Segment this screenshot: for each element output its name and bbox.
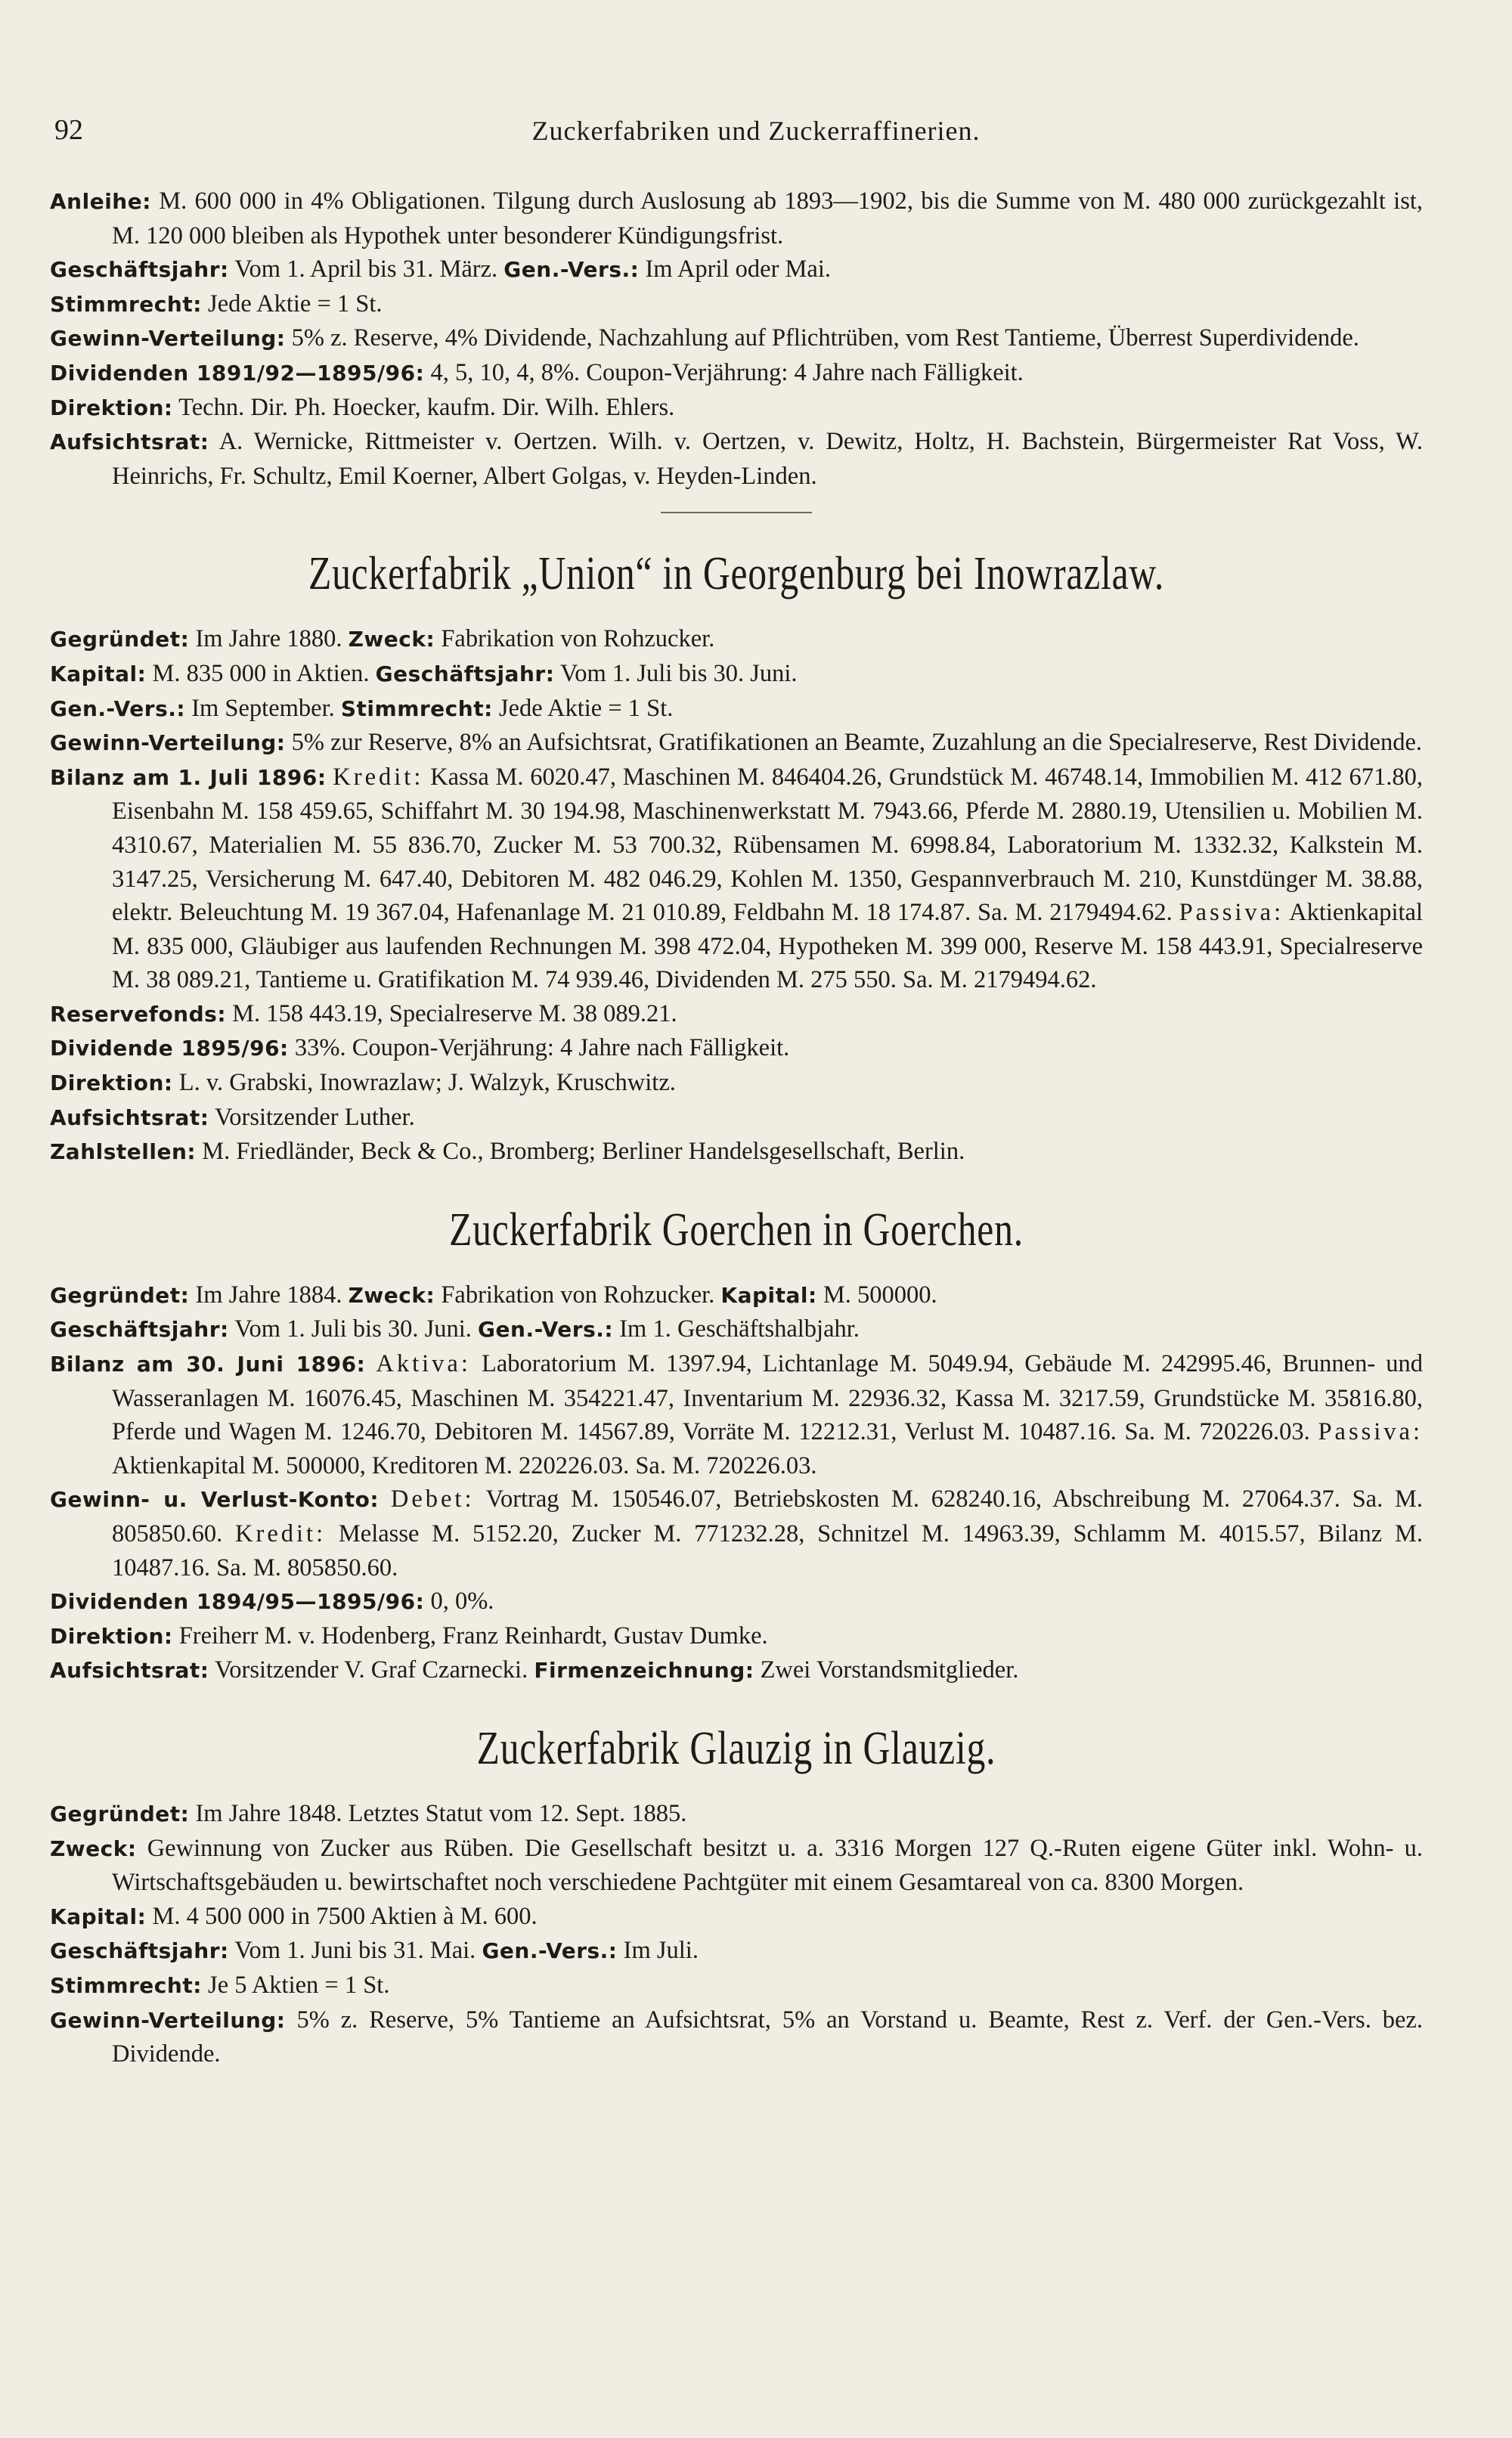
entry-label: Gen.-Vers.: <box>478 1317 614 1343</box>
entry-aufsichtsrat <box>50 425 1423 493</box>
entry-text: Vom 1. Juli bis 30. Juni. <box>234 1315 472 1343</box>
entry-label: Zweck: <box>348 627 435 652</box>
entry-label: Geschäftsjahr: <box>50 1938 229 1964</box>
entry-text: Fabrikation von Rohzucker. <box>441 625 715 653</box>
entry-label: Gewinn- u. Verlust-Konto: <box>50 1487 380 1513</box>
entry-label: Kapital: <box>720 1282 817 1308</box>
entry-label: Stimmrecht: <box>50 1972 202 1998</box>
entry-text: Vom 1. Juni bis 31. Mai. <box>234 1937 476 1965</box>
section-heading-union: Zuckerfabrik „Union“ in Georgenburg bei Inowrazlaw. <box>308 548 1165 600</box>
entry-sublabel: Debet: <box>390 1485 475 1513</box>
entry-text: Jede Aktie = 1 St. <box>208 290 383 318</box>
entry-sublabel: Passiva: <box>1318 1418 1423 1446</box>
entry-text: Vom 1. Juli bis 30. Juni. <box>559 659 798 687</box>
entry-text: M. 600 000 in 4% Obligationen. Tilgung durch Auslosung ab 1893—1902, bis die Summe von M. 480 000 zurückgezahlt ist, M. 120 000 bleiben als Hypothek unter besonderer Kündigungsfrist. <box>112 187 1423 249</box>
entry-bilanz <box>50 1347 1423 1482</box>
entry-kapital <box>50 657 1423 692</box>
entry-aufsichtsrat <box>50 1653 1423 1688</box>
entry-text: Vorsitzender Luther. <box>214 1103 415 1131</box>
entry-text: Aktienkapital M. 835 000, Gläubiger aus laufenden Rechnungen M. 398 472.04, Hypotheken M. 399 000, Reserve M. 158 443.91, Specialreserve M. 38 089.21, Tantieme u. Gratifikation M. 74 939.46, Dividenden M. 275 550. Sa. M. 2179494.62. <box>112 899 1423 994</box>
entry-sublabel: Passiva: <box>1179 899 1284 927</box>
entry-label: Kapital: <box>50 1904 147 1929</box>
entry-sublabel: Aktiva: <box>376 1350 471 1378</box>
entry-label: Gen.-Vers.: <box>503 257 640 283</box>
entry-label: Dividende 1895/96: <box>50 1036 289 1061</box>
entry-label: Geschäftsjahr: <box>375 661 555 686</box>
entry-label: Reservefonds: <box>50 1001 227 1027</box>
entry-text: Melasse M. 5152.20, Zucker M. 771232.28, Schnitzel M. 14963.39, Schlamm M. 4015.57, Bilanz M. 10487.16. Sa. M. 805850.60. <box>112 1520 1424 1581</box>
entry-label: Firmenzeichnung: <box>534 1658 754 1684</box>
entry-text: L. v. Grabski, Inowrazlaw; J. Walzyk, Kruschwitz. <box>178 1069 676 1097</box>
entry-text: A. Wernicke, Rittmeister v. Oertzen. Wilh. v. Oertzen, v. Dewitz, Holtz, H. Bachstein, Bürgermeister Rat Voss, W. Heinrichs, Fr. Schultz, Emil Koerner, Albert Golgas, v. Heyden-Linden. <box>112 428 1423 490</box>
entry-kapital <box>50 1900 1423 1935</box>
entry-gegruendet <box>50 622 1423 657</box>
entry-text: Im September. <box>191 694 335 722</box>
entry-text: Vortrag M. 150546.07, Betriebskosten M. 628240.16, Abschreibung M. 27064.37. Sa. M. 805850.60. <box>112 1485 1423 1547</box>
entry-label: Gegründet: <box>50 627 190 652</box>
entry-label: Kapital: <box>50 661 147 686</box>
entry-text: Vom 1. April bis 31. März. <box>234 256 498 283</box>
entry-label: Aufsichtsrat: <box>50 1104 209 1130</box>
entry-label: Gen.-Vers.: <box>50 695 186 721</box>
entry-label: Direktion: <box>50 1623 173 1649</box>
page-content <box>50 184 1423 2071</box>
entry-label: Dividenden 1891/92—1895/96: <box>50 360 425 386</box>
entry-label: Gen.-Vers.: <box>482 1938 618 1964</box>
entry-text: 5% zur Reserve, 8% an Aufsichtsrat, Gratifikationen an Beamte, Zuzahlung an die Specialreserve, Rest Dividende. <box>291 729 1423 757</box>
entry-aufsichtsrat <box>50 1101 1423 1135</box>
entry-text: 4, 5, 10, 4, 8%. Coupon-Verjährung: 4 Jahre nach Fälligkeit. <box>430 358 1024 386</box>
entry-geschaeftsjahr <box>50 1312 1423 1347</box>
entry-text: M. 158 443.19, Specialreserve M. 38 089.21. <box>232 999 677 1027</box>
entry-zweck <box>50 1832 1423 1900</box>
entry-gegruendet <box>50 1278 1423 1313</box>
entry-text: Im April oder Mai. <box>645 256 831 283</box>
entry-label: Gewinn-Verteilung: <box>50 2007 286 2033</box>
entry-label: Direktion: <box>50 395 173 420</box>
entry-dividenden <box>50 1585 1423 1619</box>
entry-text: Im Jahre 1884. <box>195 1281 342 1309</box>
entry-label: Geschäftsjahr: <box>50 257 229 283</box>
entry-label: Gewinn-Verteilung: <box>50 730 286 756</box>
entry-text: M. 4 500 000 in 7500 Aktien à M. 600. <box>152 1902 538 1930</box>
entry-label: Aufsichtsrat: <box>50 1658 209 1684</box>
entry-reservefonds <box>50 997 1423 1032</box>
entry-direktion <box>50 1619 1423 1654</box>
entry-text: Im 1. Geschäftshalbjahr. <box>619 1315 860 1343</box>
entry-anleihe <box>50 184 1423 252</box>
entry-label: Stimmrecht: <box>50 291 202 317</box>
entry-gewinn-verteilung <box>50 321 1423 356</box>
entry-text: Techn. Dir. Ph. Hoecker, kaufm. Dir. Wilh. Ehlers. <box>178 393 675 421</box>
entry-gewinn-verteilung <box>50 2003 1423 2071</box>
entry-label: Bilanz am 1. Juli 1896: <box>50 764 327 790</box>
entry-dividenden <box>50 356 1423 391</box>
entry-stimmrecht <box>50 287 1423 322</box>
entry-text: Aktienkapital M. 500000, Kreditoren M. 220226.03. Sa. M. 720226.03. <box>112 1451 817 1479</box>
entry-label: Zweck: <box>348 1282 435 1308</box>
entry-gegruendet <box>50 1797 1423 1832</box>
entry-text: Gewinnung von Zucker aus Rüben. Die Gesellschaft besitzt u. a. 3316 Morgen 127 Q.-Ruten eigene Güter inkl. Wohn- u. Wirtschaftsgebäuden u. bewirtschaftet noch verschiedene Pachtgüter mit einem Gesamtareal von ca. 8300 Morgen. <box>112 1834 1423 1897</box>
entry-text: Jede Aktie = 1 St. <box>498 694 674 722</box>
entry-text: M. Friedländer, Beck & Co., Bromberg; Berliner Handelsgesellschaft, Berlin. <box>202 1138 965 1166</box>
entry-text: Kassa M. 6020.47, Maschinen M. 846404.26, Grundstück M. 46748.14, Immobilien M. 412 671.80, Eisenbahn M. 158 459.65, Schiffahrt M. 30 194.98, Maschinenwerkstatt M. 7943.66, Pferde M. 2880.19, Utensilien u. Mobilien M. 4310.67, Materialien M. 55 836.70, Zucker M. 53 700.32, Rübensamen M. 6998.84, Laboratorium M. 1332.32, Kalkstein M. 3147.25, Versicherung M. 647.40, Debitoren M. 482 046.29, Kohlen M. 1350, Gespannverbrauch M. 210, Kunstdünger M. 38.88, elektr. Beleuchtung M. 19 367.04, Hafenanlage M. 21 010.89, Feldbahn M. 18 174.87. Sa. M. 2179494.62. <box>112 763 1424 927</box>
entry-label: Gegründet: <box>50 1282 190 1308</box>
entry-sublabel: Kredit: <box>235 1520 327 1547</box>
running-head: Zuckerfabriken und Zuckerraffinerien. <box>531 116 981 146</box>
entry-geschaeftsjahr <box>50 252 1423 287</box>
entry-label: Aufsichtsrat: <box>50 429 209 455</box>
entry-label: Dividenden 1894/95—1895/96: <box>50 1589 425 1615</box>
entry-dividende <box>50 1031 1423 1066</box>
entry-text: Fabrikation von Rohzucker. <box>441 1281 715 1309</box>
entry-gewinn-verteilung <box>50 726 1423 761</box>
entry-geschaeftsjahr <box>50 1934 1423 1969</box>
entry-text: 5% z. Reserve, 5% Tantieme an Aufsichtsrat, 5% an Vorstand u. Beamte, Rest z. Verf. der Gen.-Vers. bez. Dividende. <box>112 2006 1423 2068</box>
entry-sublabel: Kredit: <box>333 763 424 791</box>
entry-label: Gewinn-Verteilung: <box>50 326 286 352</box>
entry-label: Anleihe: <box>50 189 151 214</box>
entry-gewinn-verlust-konto <box>50 1482 1423 1585</box>
entry-label: Stimmrecht: <box>340 695 493 721</box>
section-heading-goerchen: Zuckerfabrik Goerchen in Goerchen. <box>449 1204 1024 1256</box>
entry-direktion <box>50 1066 1423 1101</box>
section-separator <box>661 512 812 513</box>
entry-bilanz <box>50 761 1423 997</box>
entry-text: Je 5 Aktien = 1 St. <box>208 1971 390 1999</box>
page-number: 92 <box>54 114 83 146</box>
entry-label: Zweck: <box>50 1835 137 1861</box>
entry-stimmrecht <box>50 1969 1423 2003</box>
section-heading-glauzig: Zuckerfabrik Glauzig in Glauzig. <box>476 1722 996 1774</box>
entry-text: Im Jahre 1880. <box>195 625 342 653</box>
entry-label: Zahlstellen: <box>50 1139 197 1165</box>
entry-zahlstellen <box>50 1135 1423 1169</box>
entry-text: Im Jahre 1848. Letztes Statut vom 12. Sept. 1885. <box>195 1799 687 1827</box>
entry-text: Vorsitzender V. Graf Czarnecki. <box>214 1656 528 1684</box>
entry-label: Bilanz am 30. Juni 1896: <box>50 1352 366 1377</box>
entry-text: Laboratorium M. 1397.94, Lichtanlage M. 5049.94, Gebäude M. 242995.46, Brunnen- und Wasseranlagen M. 16076.45, Maschinen M. 354221.47, Inventarium M. 22936.32, Kassa M. 3217.59, Grundstücke M. 35816.80, Pferde und Wagen M. 1246.70, Debitoren M. 14567.89, Vorräte M. 12212.31, Verlust M. 10487.16. Sa. M. 720226.03. <box>112 1350 1424 1446</box>
entry-label: Direktion: <box>50 1070 173 1096</box>
entry-text: Freiherr M. v. Hodenberg, Franz Reinhardt, Gustav Dumke. <box>178 1622 768 1650</box>
entry-direktion <box>50 391 1423 426</box>
entry-text: M. 835 000 in Aktien. <box>152 659 370 687</box>
entry-label: Gegründet: <box>50 1801 190 1826</box>
entry-label: Geschäftsjahr: <box>50 1317 229 1343</box>
entry-text: 5% z. Reserve, 4% Dividende, Nachzahlung auf Pflichtrüben, vom Rest Tantieme, Überrest Superdividende. <box>291 324 1359 352</box>
entry-text: 33%. Coupon-Verjährung: 4 Jahre nach Fälligkeit. <box>294 1034 790 1062</box>
entry-text: 0, 0%. <box>430 1588 494 1616</box>
entry-gen-vers <box>50 692 1423 726</box>
entry-text: M. 500000. <box>823 1281 937 1309</box>
entry-text: Zwei Vorstandsmitglieder. <box>760 1656 1019 1684</box>
entry-text: Im Juli. <box>623 1937 699 1965</box>
